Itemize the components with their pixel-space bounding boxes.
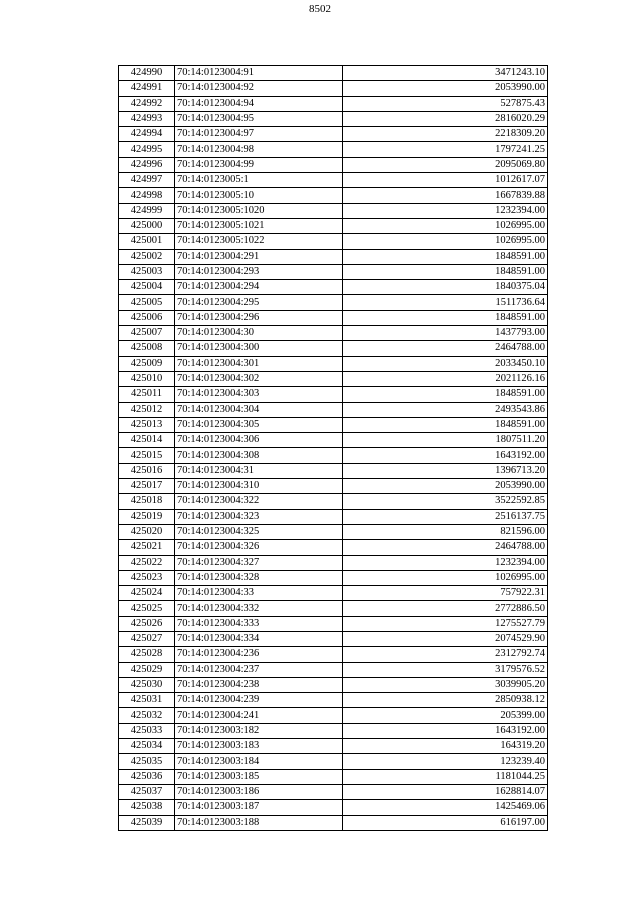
row-id-cell: 425010 [119, 371, 175, 386]
table-row [119, 509, 548, 524]
cadastral-value-cell: 2493543.86 [343, 402, 548, 417]
row-id-cell: 425001 [119, 234, 175, 249]
table-row [119, 540, 548, 555]
cadastral-value-cell: 1628814.07 [343, 784, 548, 799]
cadastral-value-cell: 757922.31 [343, 586, 548, 601]
cadastral-value-cell: 164319.20 [343, 739, 548, 754]
table-row [119, 234, 548, 249]
table-row [119, 524, 548, 539]
row-id-cell: 425009 [119, 356, 175, 371]
row-id-cell: 424990 [119, 66, 175, 81]
row-id-cell: 424994 [119, 127, 175, 142]
table-row [119, 387, 548, 402]
cadastral-number-cell: 70:14:0123004:291 [175, 249, 343, 264]
row-id-cell: 425012 [119, 402, 175, 417]
row-id-cell: 425002 [119, 249, 175, 264]
row-id-cell: 424999 [119, 203, 175, 218]
cadastral-value-cell: 3471243.10 [343, 66, 548, 81]
cadastral-number-cell: 70:14:0123005:1021 [175, 218, 343, 233]
row-id-cell: 424995 [119, 142, 175, 157]
row-id-cell: 425025 [119, 601, 175, 616]
cadastral-value-cell: 1848591.00 [343, 310, 548, 325]
table-row [119, 142, 548, 157]
cadastral-number-cell: 70:14:0123004:301 [175, 356, 343, 371]
cadastral-value-cell: 1848591.00 [343, 249, 548, 264]
table-row [119, 708, 548, 723]
table-row [119, 601, 548, 616]
cadastral-number-cell: 70:14:0123004:304 [175, 402, 343, 417]
table-row [119, 494, 548, 509]
cadastral-value-cell: 2218309.20 [343, 127, 548, 142]
table-row [119, 264, 548, 279]
cadastral-number-cell: 70:14:0123003:187 [175, 800, 343, 815]
cadastral-number-cell: 70:14:0123004:91 [175, 66, 343, 81]
cadastral-number-cell: 70:14:0123004:300 [175, 341, 343, 356]
cadastral-number-cell: 70:14:0123004:33 [175, 586, 343, 601]
table-body [119, 66, 548, 831]
row-id-cell: 425005 [119, 295, 175, 310]
table-row [119, 188, 548, 203]
table-row [119, 815, 548, 830]
table-row [119, 127, 548, 142]
cadastral-value-cell: 2053990.00 [343, 81, 548, 96]
cadastral-number-cell: 70:14:0123004:332 [175, 601, 343, 616]
table-row [119, 754, 548, 769]
cadastral-value-cell: 1643192.00 [343, 448, 548, 463]
cadastral-value-cell: 1643192.00 [343, 723, 548, 738]
row-id-cell: 425019 [119, 509, 175, 524]
table-row [119, 249, 548, 264]
cadastral-value-cell: 2053990.00 [343, 479, 548, 494]
table-row [119, 66, 548, 81]
table-row [119, 341, 548, 356]
row-id-cell: 425013 [119, 417, 175, 432]
cadastral-number-cell: 70:14:0123004:306 [175, 433, 343, 448]
row-id-cell: 425035 [119, 754, 175, 769]
cadastral-value-cell: 2095069.80 [343, 157, 548, 172]
table-row [119, 402, 548, 417]
cadastral-number-cell: 70:14:0123004:303 [175, 387, 343, 402]
table-row [119, 647, 548, 662]
cadastral-value-cell: 2772886.50 [343, 601, 548, 616]
row-id-cell: 425032 [119, 708, 175, 723]
cadastral-value-cell: 1232394.00 [343, 555, 548, 570]
table-row [119, 631, 548, 646]
table-row [119, 739, 548, 754]
row-id-cell: 425016 [119, 463, 175, 478]
cadastral-value-cell: 2312792.74 [343, 647, 548, 662]
row-id-cell: 425015 [119, 448, 175, 463]
cadastral-number-cell: 70:14:0123004:99 [175, 157, 343, 172]
cadastral-value-cell: 2850938.12 [343, 693, 548, 708]
table-row [119, 433, 548, 448]
cadastral-value-cell: 1807511.20 [343, 433, 548, 448]
table-row [119, 662, 548, 677]
cadastral-value-cell: 1437793.00 [343, 326, 548, 341]
cadastral-number-cell: 70:14:0123004:94 [175, 96, 343, 111]
table-row [119, 769, 548, 784]
table-row [119, 463, 548, 478]
table-row [119, 448, 548, 463]
cadastral-value-cell: 1797241.25 [343, 142, 548, 157]
cadastral-number-cell: 70:14:0123004:296 [175, 310, 343, 325]
cadastral-number-cell: 70:14:0123004:97 [175, 127, 343, 142]
cadastral-number-cell: 70:14:0123005:10 [175, 188, 343, 203]
cadastral-value-cell: 2816020.29 [343, 111, 548, 126]
row-id-cell: 424996 [119, 157, 175, 172]
row-id-cell: 425026 [119, 616, 175, 631]
row-id-cell: 425008 [119, 341, 175, 356]
row-id-cell: 425017 [119, 479, 175, 494]
table-row [119, 693, 548, 708]
cadastral-number-cell: 70:14:0123004:325 [175, 524, 343, 539]
cadastral-value-cell: 2464788.00 [343, 341, 548, 356]
table-row [119, 723, 548, 738]
row-id-cell: 425036 [119, 769, 175, 784]
cadastral-value-cell: 1026995.00 [343, 218, 548, 233]
table-row [119, 173, 548, 188]
table-row [119, 111, 548, 126]
row-id-cell: 425037 [119, 784, 175, 799]
cadastral-number-cell: 70:14:0123003:185 [175, 769, 343, 784]
table-row [119, 280, 548, 295]
table-row [119, 616, 548, 631]
cadastral-value-cell: 2033450.10 [343, 356, 548, 371]
row-id-cell: 425029 [119, 662, 175, 677]
table-row [119, 96, 548, 111]
table-row [119, 479, 548, 494]
cadastral-value-cell: 821596.00 [343, 524, 548, 539]
cadastral-value-cell: 1232394.00 [343, 203, 548, 218]
cadastral-number-cell: 70:14:0123003:186 [175, 784, 343, 799]
row-id-cell: 425034 [119, 739, 175, 754]
table-row [119, 800, 548, 815]
table-row [119, 310, 548, 325]
cadastral-value-cell: 2516137.75 [343, 509, 548, 524]
cadastral-number-cell: 70:14:0123004:310 [175, 479, 343, 494]
cadastral-number-cell: 70:14:0123004:241 [175, 708, 343, 723]
cadastral-value-cell: 3039905.20 [343, 677, 548, 692]
row-id-cell: 425021 [119, 540, 175, 555]
row-id-cell: 425007 [119, 326, 175, 341]
row-id-cell: 425039 [119, 815, 175, 830]
table-row [119, 570, 548, 585]
cadastral-number-cell: 70:14:0123003:188 [175, 815, 343, 830]
table-row [119, 555, 548, 570]
cadastral-value-cell: 1026995.00 [343, 570, 548, 585]
cadastral-number-cell: 70:14:0123004:237 [175, 662, 343, 677]
cadastral-value-cell: 1181044.25 [343, 769, 548, 784]
cadastral-value-cell: 2021126.16 [343, 371, 548, 386]
cadastral-number-cell: 70:14:0123004:322 [175, 494, 343, 509]
table-row [119, 356, 548, 371]
row-id-cell: 425020 [119, 524, 175, 539]
row-id-cell: 424993 [119, 111, 175, 126]
row-id-cell: 425027 [119, 631, 175, 646]
row-id-cell: 425018 [119, 494, 175, 509]
cadastral-number-cell: 70:14:0123004:308 [175, 448, 343, 463]
cadastral-value-cell: 1396713.20 [343, 463, 548, 478]
cadastral-value-cell: 3522592.85 [343, 494, 548, 509]
table-row [119, 203, 548, 218]
row-id-cell: 425000 [119, 218, 175, 233]
cadastral-value-cell: 123239.40 [343, 754, 548, 769]
table-row [119, 417, 548, 432]
row-id-cell: 425030 [119, 677, 175, 692]
row-id-cell: 425024 [119, 586, 175, 601]
row-id-cell: 424991 [119, 81, 175, 96]
cadastral-number-cell: 70:14:0123005:1 [175, 173, 343, 188]
row-id-cell: 424992 [119, 96, 175, 111]
cadastral-value-cell: 1511736.64 [343, 295, 548, 310]
cadastral-number-cell: 70:14:0123004:328 [175, 570, 343, 585]
cadastral-value-cell: 616197.00 [343, 815, 548, 830]
cadastral-number-cell: 70:14:0123004:333 [175, 616, 343, 631]
row-id-cell: 424997 [119, 173, 175, 188]
cadastral-number-cell: 70:14:0123003:184 [175, 754, 343, 769]
table-row [119, 157, 548, 172]
cadastral-number-cell: 70:14:0123004:92 [175, 81, 343, 96]
table-row [119, 677, 548, 692]
row-id-cell: 425004 [119, 280, 175, 295]
cadastral-number-cell: 70:14:0123004:30 [175, 326, 343, 341]
row-id-cell: 425028 [119, 647, 175, 662]
table-row [119, 81, 548, 96]
cadastral-number-cell: 70:14:0123004:327 [175, 555, 343, 570]
cadastral-value-cell: 3179576.52 [343, 662, 548, 677]
page-number: 8502 [309, 3, 331, 15]
cadastral-value-cell: 1026995.00 [343, 234, 548, 249]
row-id-cell: 425006 [119, 310, 175, 325]
cadastral-value-cell: 527875.43 [343, 96, 548, 111]
cadastral-value-cell: 1012617.07 [343, 173, 548, 188]
cadastral-number-cell: 70:14:0123004:294 [175, 280, 343, 295]
cadastral-number-cell: 70:14:0123004:95 [175, 111, 343, 126]
cadastral-number-cell: 70:14:0123004:31 [175, 463, 343, 478]
cadastral-number-cell: 70:14:0123005:1022 [175, 234, 343, 249]
cadastral-number-cell: 70:14:0123005:1020 [175, 203, 343, 218]
cadastral-value-cell: 1667839.88 [343, 188, 548, 203]
row-id-cell: 424998 [119, 188, 175, 203]
cadastral-number-cell: 70:14:0123004:305 [175, 417, 343, 432]
cadastral-number-cell: 70:14:0123004:236 [175, 647, 343, 662]
cadastral-number-cell: 70:14:0123004:302 [175, 371, 343, 386]
cadastral-value-table [118, 65, 548, 831]
cadastral-number-cell: 70:14:0123004:238 [175, 677, 343, 692]
cadastral-number-cell: 70:14:0123004:323 [175, 509, 343, 524]
cadastral-number-cell: 70:14:0123004:334 [175, 631, 343, 646]
table-row [119, 326, 548, 341]
cadastral-number-cell: 70:14:0123003:182 [175, 723, 343, 738]
table-row [119, 784, 548, 799]
row-id-cell: 425003 [119, 264, 175, 279]
cadastral-value-cell: 205399.00 [343, 708, 548, 723]
cadastral-value-cell: 1425469.06 [343, 800, 548, 815]
row-id-cell: 425022 [119, 555, 175, 570]
row-id-cell: 425023 [119, 570, 175, 585]
row-id-cell: 425014 [119, 433, 175, 448]
cadastral-number-cell: 70:14:0123003:183 [175, 739, 343, 754]
cadastral-value-cell: 1848591.00 [343, 387, 548, 402]
row-id-cell: 425031 [119, 693, 175, 708]
cadastral-value-cell: 1848591.00 [343, 264, 548, 279]
cadastral-number-cell: 70:14:0123004:293 [175, 264, 343, 279]
cadastral-value-cell: 1848591.00 [343, 417, 548, 432]
table-row [119, 371, 548, 386]
row-id-cell: 425033 [119, 723, 175, 738]
cadastral-number-cell: 70:14:0123004:326 [175, 540, 343, 555]
row-id-cell: 425038 [119, 800, 175, 815]
cadastral-number-cell: 70:14:0123004:295 [175, 295, 343, 310]
row-id-cell: 425011 [119, 387, 175, 402]
table-row [119, 295, 548, 310]
cadastral-value-cell: 2074529.90 [343, 631, 548, 646]
table-row [119, 218, 548, 233]
cadastral-value-cell: 1840375.04 [343, 280, 548, 295]
table-row [119, 586, 548, 601]
cadastral-number-cell: 70:14:0123004:98 [175, 142, 343, 157]
cadastral-value-cell: 2464788.00 [343, 540, 548, 555]
cadastral-value-cell: 1275527.79 [343, 616, 548, 631]
cadastral-number-cell: 70:14:0123004:239 [175, 693, 343, 708]
